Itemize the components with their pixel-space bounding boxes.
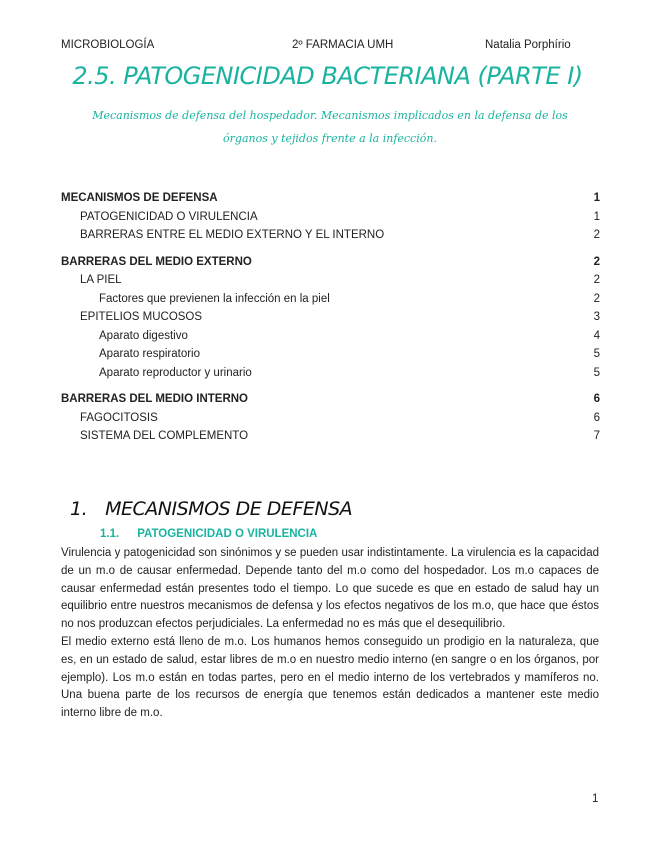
header-course: MICROBIOLOGÍA xyxy=(61,39,155,51)
toc-entry[interactable]: MECANISMOS DE DEFENSA 1 xyxy=(61,192,600,205)
body-text xyxy=(61,545,599,723)
toc-entry[interactable]: Aparato respiratorio 5 xyxy=(99,348,600,361)
document-subtitle: Mecanismos de defensa del hospedador. Mecanismos implicados en la defensa de los órganos y tejidos frente a la infección. xyxy=(92,109,568,145)
toc-entry[interactable]: BARRERAS DEL MEDIO INTERNO 6 xyxy=(61,393,600,406)
section-title: MECANISMOS DE DEFENSA xyxy=(105,498,353,520)
subsection-number: 1.1. xyxy=(100,528,120,540)
paragraph: El medio externo está lleno de m.o. Los humanos hemos conseguido un prodigio en la naturaleza, que es, en un estado de salud, estar libres de m.o en nuestro medio interno (en sangre o en los órganos, por ejemplo). Los m.o están en todas partes, pero en el medio interno de los vertebrados y mamíferos no. Una buena parte de los recursos de energía que tenemos están dedicados a mantener este medio interno libre de m.o. xyxy=(61,635,599,720)
toc-entry[interactable]: BARRERAS DEL MEDIO EXTERNO 2 xyxy=(61,255,600,268)
toc-entry[interactable]: BARRERAS ENTRE EL MEDIO EXTERNO Y EL INTERNO 2 xyxy=(80,229,600,242)
document-title: 2.5. PATOGENICIDAD BACTERIANA (PARTE I) xyxy=(72,62,583,90)
toc-entry[interactable]: Aparato reproductor y urinario 5 xyxy=(99,366,600,379)
toc-entry[interactable]: EPITELIOS MUCOSOS 3 xyxy=(80,311,600,324)
table-of-contents xyxy=(61,189,600,446)
toc-entry[interactable]: Aparato digestivo 4 xyxy=(99,329,600,342)
page-number: 1 xyxy=(592,793,599,805)
subsection-title: PATOGENICIDAD O VIRULENCIA xyxy=(137,528,318,540)
paragraph: Virulencia y patogenicidad son sinónimos y se pueden usar indistintamente. La virulencia es la capacidad de un m.o de causar enfermedad. Depende tanto del m.o como del hospedador. Los m.o capaces de causar enfermedad están presentes todo el tiempo. Lo que sucede es que en estado de salud hay un equilibrio entre nuestros mecanismos de defensa y los efectos negativos de los m.o, que hace que éstos no nos produzcan efectos perjudiciales. La enfermedad no es más que el desequilibrio. xyxy=(61,547,599,631)
toc-entry[interactable]: SISTEMA DEL COMPLEMENTO 7 xyxy=(80,430,600,443)
toc-entry[interactable]: LA PIEL 2 xyxy=(80,274,600,287)
subsection-heading xyxy=(100,528,317,540)
toc-entry[interactable]: PATOGENICIDAD O VIRULENCIA 1 xyxy=(80,210,600,223)
toc-entry[interactable]: FAGOCITOSIS 6 xyxy=(80,411,600,424)
toc-entry[interactable]: Factores que previenen la infección en la piel 2 xyxy=(99,292,600,305)
header-program: 2º FARMACIA UMH xyxy=(292,39,394,51)
header-author: Natalia Porphírio xyxy=(485,39,571,51)
section-heading xyxy=(70,498,352,520)
section-number: 1. xyxy=(70,498,88,520)
